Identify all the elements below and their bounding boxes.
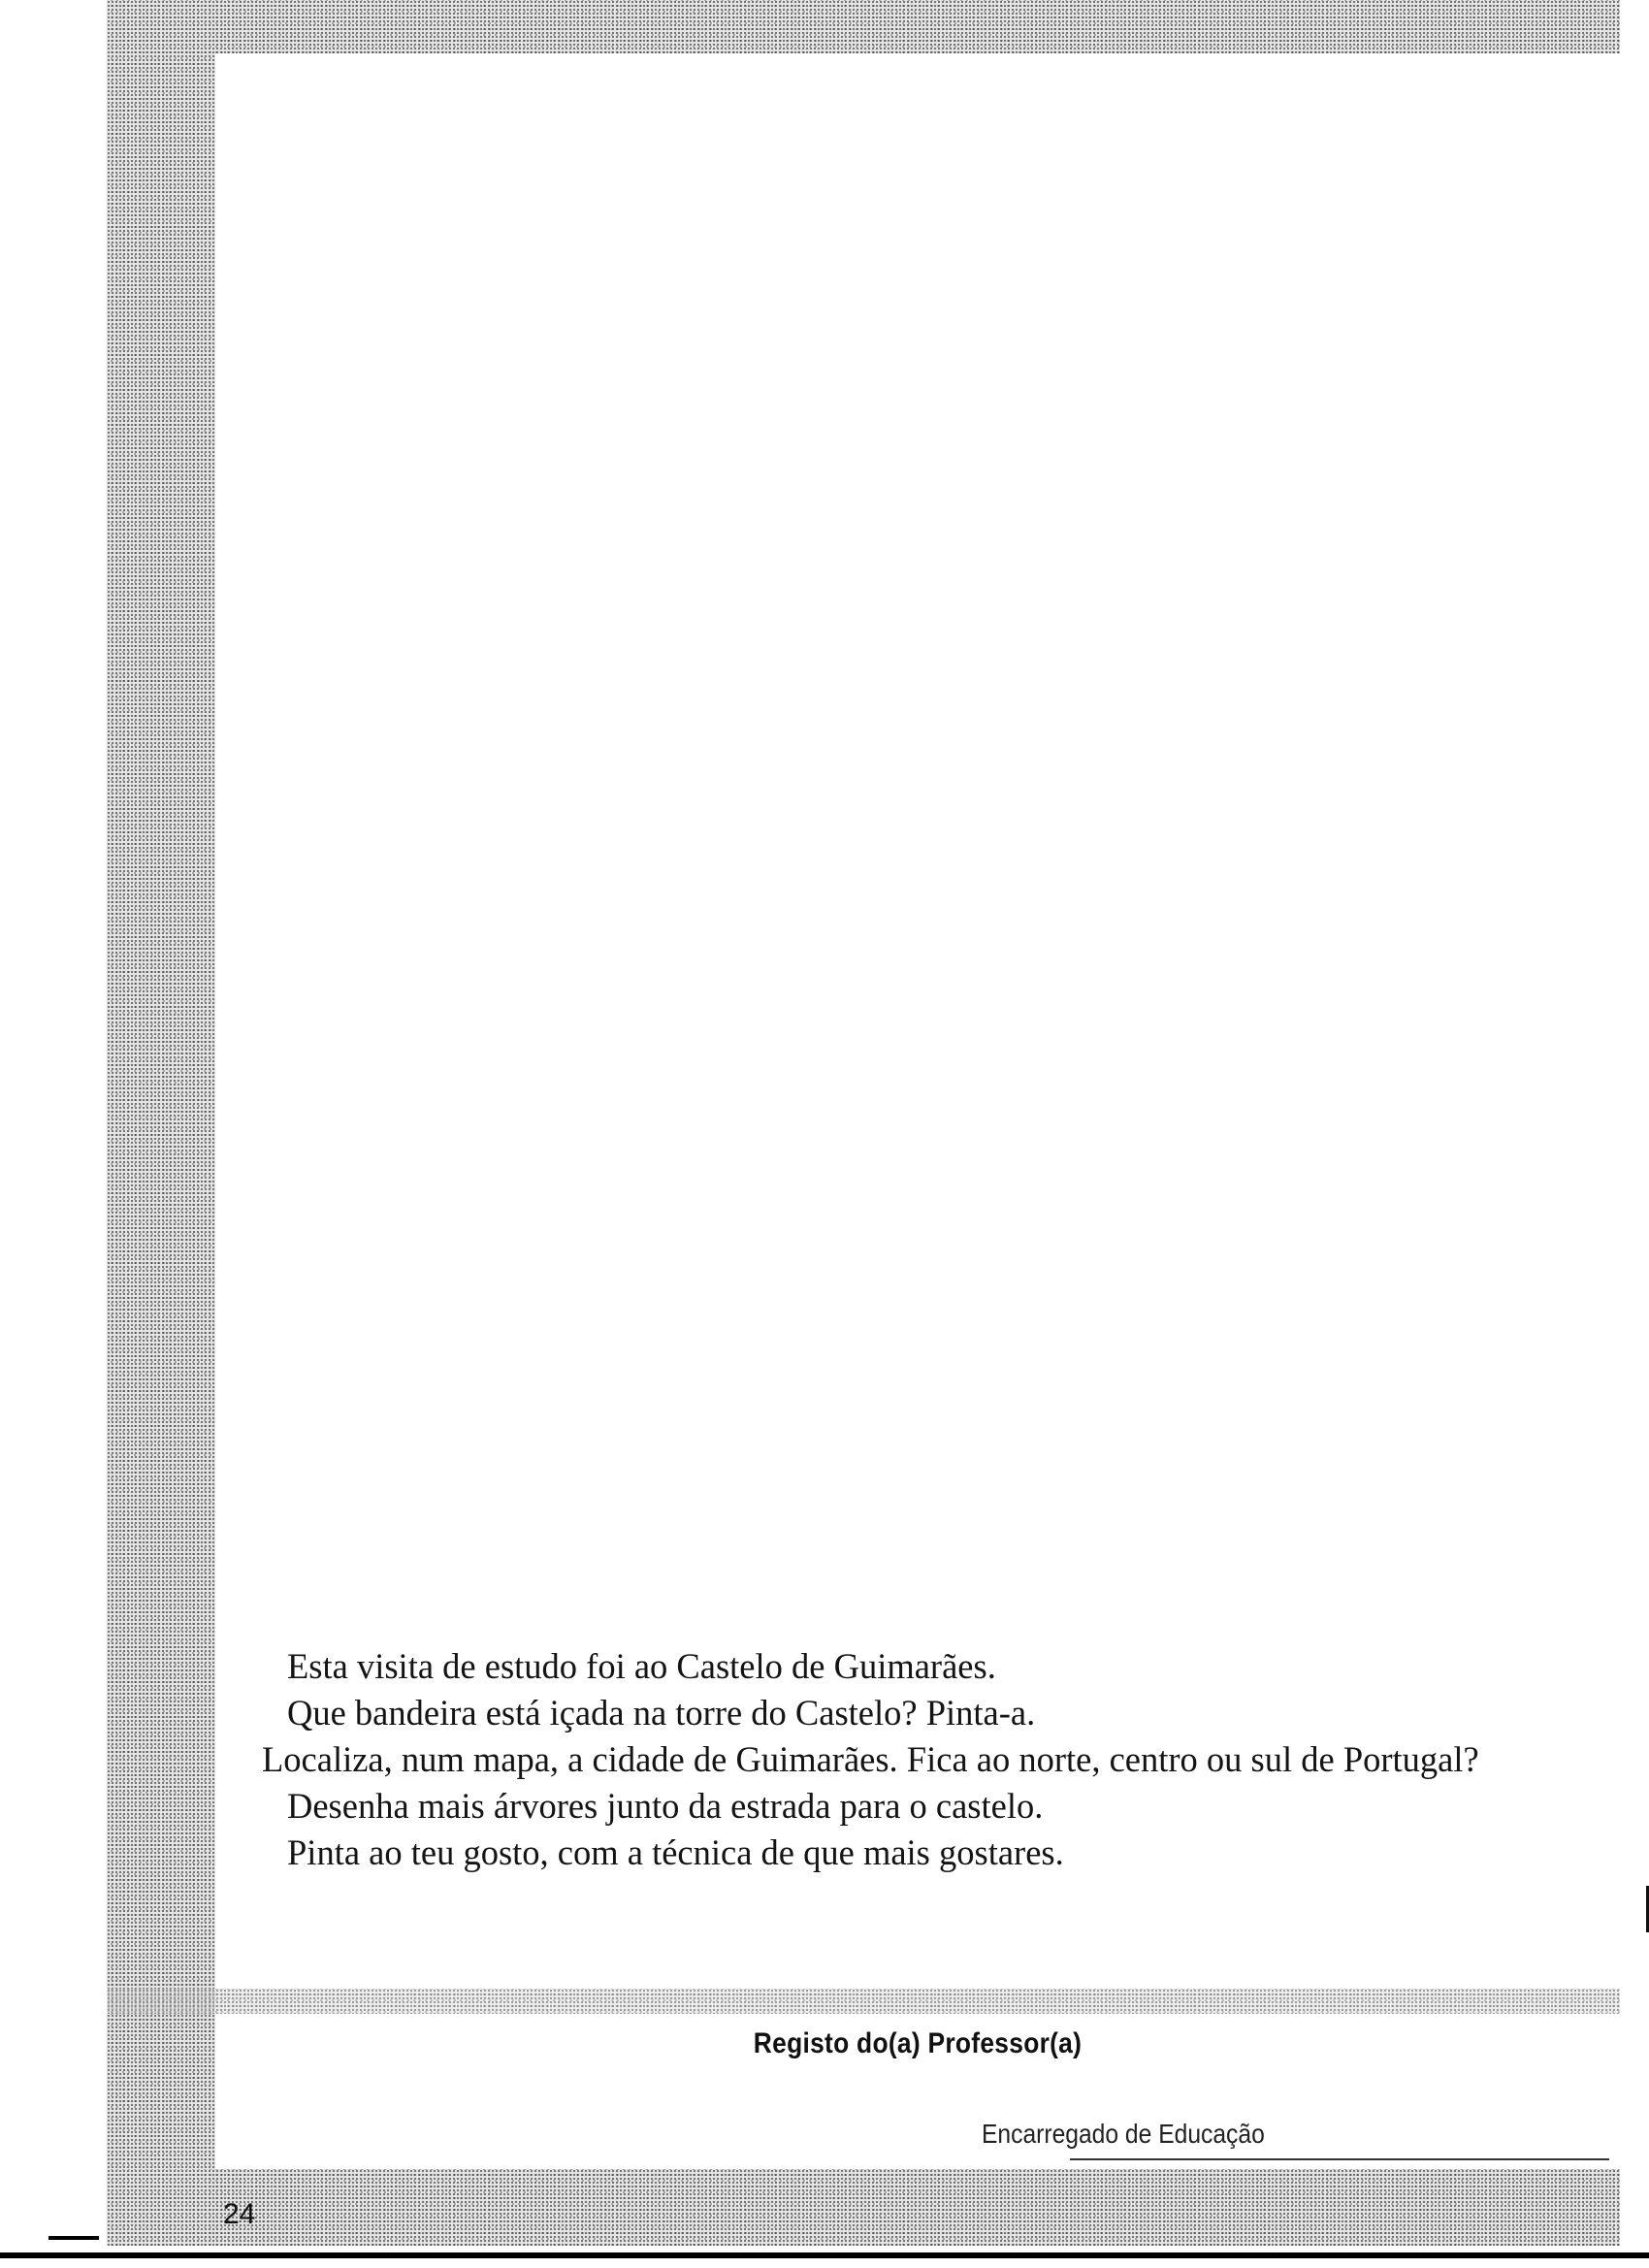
guardian-signature-line	[1070, 2158, 1609, 2160]
instructions-block	[262, 1643, 1571, 1876]
halftone-frame-left	[107, 0, 215, 2246]
instruction-line: Localiza, num mapa, a cidade de Guimarães. Fica ao norte, centro ou sul de Portugal?	[262, 1739, 1479, 1779]
bottom-rule	[0, 2252, 1649, 2258]
instruction-line: Esta visita de estudo foi ao Castelo de Guimarães.	[287, 1646, 996, 1686]
teacher-record-title: Registo do(a) Professor(a)	[753, 2027, 1083, 2059]
halftone-frame-bottom	[107, 2169, 1620, 2246]
guardian-label: Encarregado de Educação	[982, 2119, 1265, 2149]
page-number: 24	[223, 2198, 256, 2230]
teacher-record-panel	[215, 2014, 1620, 2169]
instruction-line: Pinta ao teu gosto, com a técnica de que mais gostares.	[287, 1832, 1064, 1872]
instruction-line: Desenha mais árvores junto da estrada para o castelo.	[287, 1786, 1044, 1826]
halftone-frame-top	[107, 0, 1620, 53]
halftone-divider	[107, 1989, 1620, 2014]
edge-mark	[48, 2236, 99, 2240]
instruction-line: Que bandeira está içada na torre do Castelo? Pinta-a.	[287, 1693, 1036, 1733]
